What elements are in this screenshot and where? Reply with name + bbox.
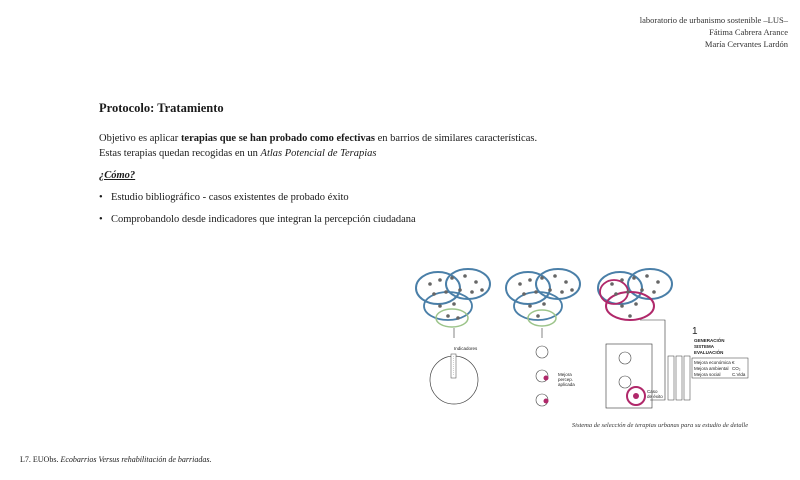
header-line-author1: Fátima Cabrera Arance	[709, 27, 788, 37]
bullet-item	[99, 192, 349, 203]
gen-label-2: SISTEMA	[694, 344, 715, 349]
eval-row-2-label: Mejora ambiental	[694, 366, 729, 371]
footer-title: Ecobarrios Versus rehabilitación de barriadas.	[60, 455, 212, 464]
figure-caption: Sistema de selección de terapias urbanas para su estudio de detalle	[571, 422, 749, 429]
neighborhood-cluster-2	[506, 269, 580, 326]
header-line-author2: María Cervantes Lardón	[704, 39, 788, 49]
bullet-text: Comprobandolo desde indicadores que integran la percepción ciudadana	[111, 214, 416, 225]
author-header	[640, 14, 788, 50]
eval-row-3-label: Mejora social	[694, 372, 721, 377]
text-run: en barrios de similares características.	[375, 133, 538, 144]
caso-label-1: Caso	[647, 389, 658, 394]
objective-line-2	[99, 146, 537, 161]
bullet-dot-icon: •	[99, 214, 103, 225]
header-line-lab: laboratorio de urbanismo sostenible –LUS–	[639, 15, 788, 25]
bullet-text: Estudio bibliográfico - casos existentes de probado éxito	[111, 192, 349, 203]
italic-run: Atlas Potencial de Terapias	[260, 148, 377, 159]
footer-note	[20, 455, 212, 464]
objective-paragraph	[99, 131, 537, 161]
text-run: Estas terapias quedan recogidas en un	[99, 148, 261, 159]
caso-label-2: de éxito	[647, 394, 663, 399]
footer-code: L7. EUObs.	[20, 455, 61, 464]
neighborhood-cluster-1	[416, 269, 490, 327]
mejora-label-1: Mejora	[558, 372, 572, 377]
eval-row-1-value: €	[732, 360, 735, 365]
eval-row-3-value: C.Vida	[732, 372, 746, 377]
improvement-dot-icon	[544, 376, 549, 381]
eval-row-1-label: Mejora económica	[694, 360, 731, 365]
bullet-dot-icon: •	[99, 192, 103, 203]
how-heading: ¿Cómo?	[99, 170, 136, 181]
mejora-label-2: percep.	[558, 377, 574, 382]
therapy-selection-diagram	[410, 262, 750, 414]
bold-run: terapias que se han probado como efectivas	[180, 133, 375, 144]
page-title: Protocolo: Tratamiento	[99, 101, 224, 115]
neighborhood-cluster-3	[598, 269, 672, 320]
gen-label-1: GENERACIÓN	[694, 338, 725, 343]
eval-row-2-value: CO₂	[732, 366, 741, 371]
objective-line-1	[99, 131, 537, 146]
text-run: Objetivo es aplicar	[99, 133, 181, 144]
indicadores-label: Indicadores	[454, 346, 478, 351]
bullet-item	[99, 214, 416, 225]
step-number: 1	[692, 326, 698, 337]
gen-label-3: EVALUACIÓN	[694, 350, 724, 355]
mejora-label-3: aplicada	[558, 382, 575, 387]
